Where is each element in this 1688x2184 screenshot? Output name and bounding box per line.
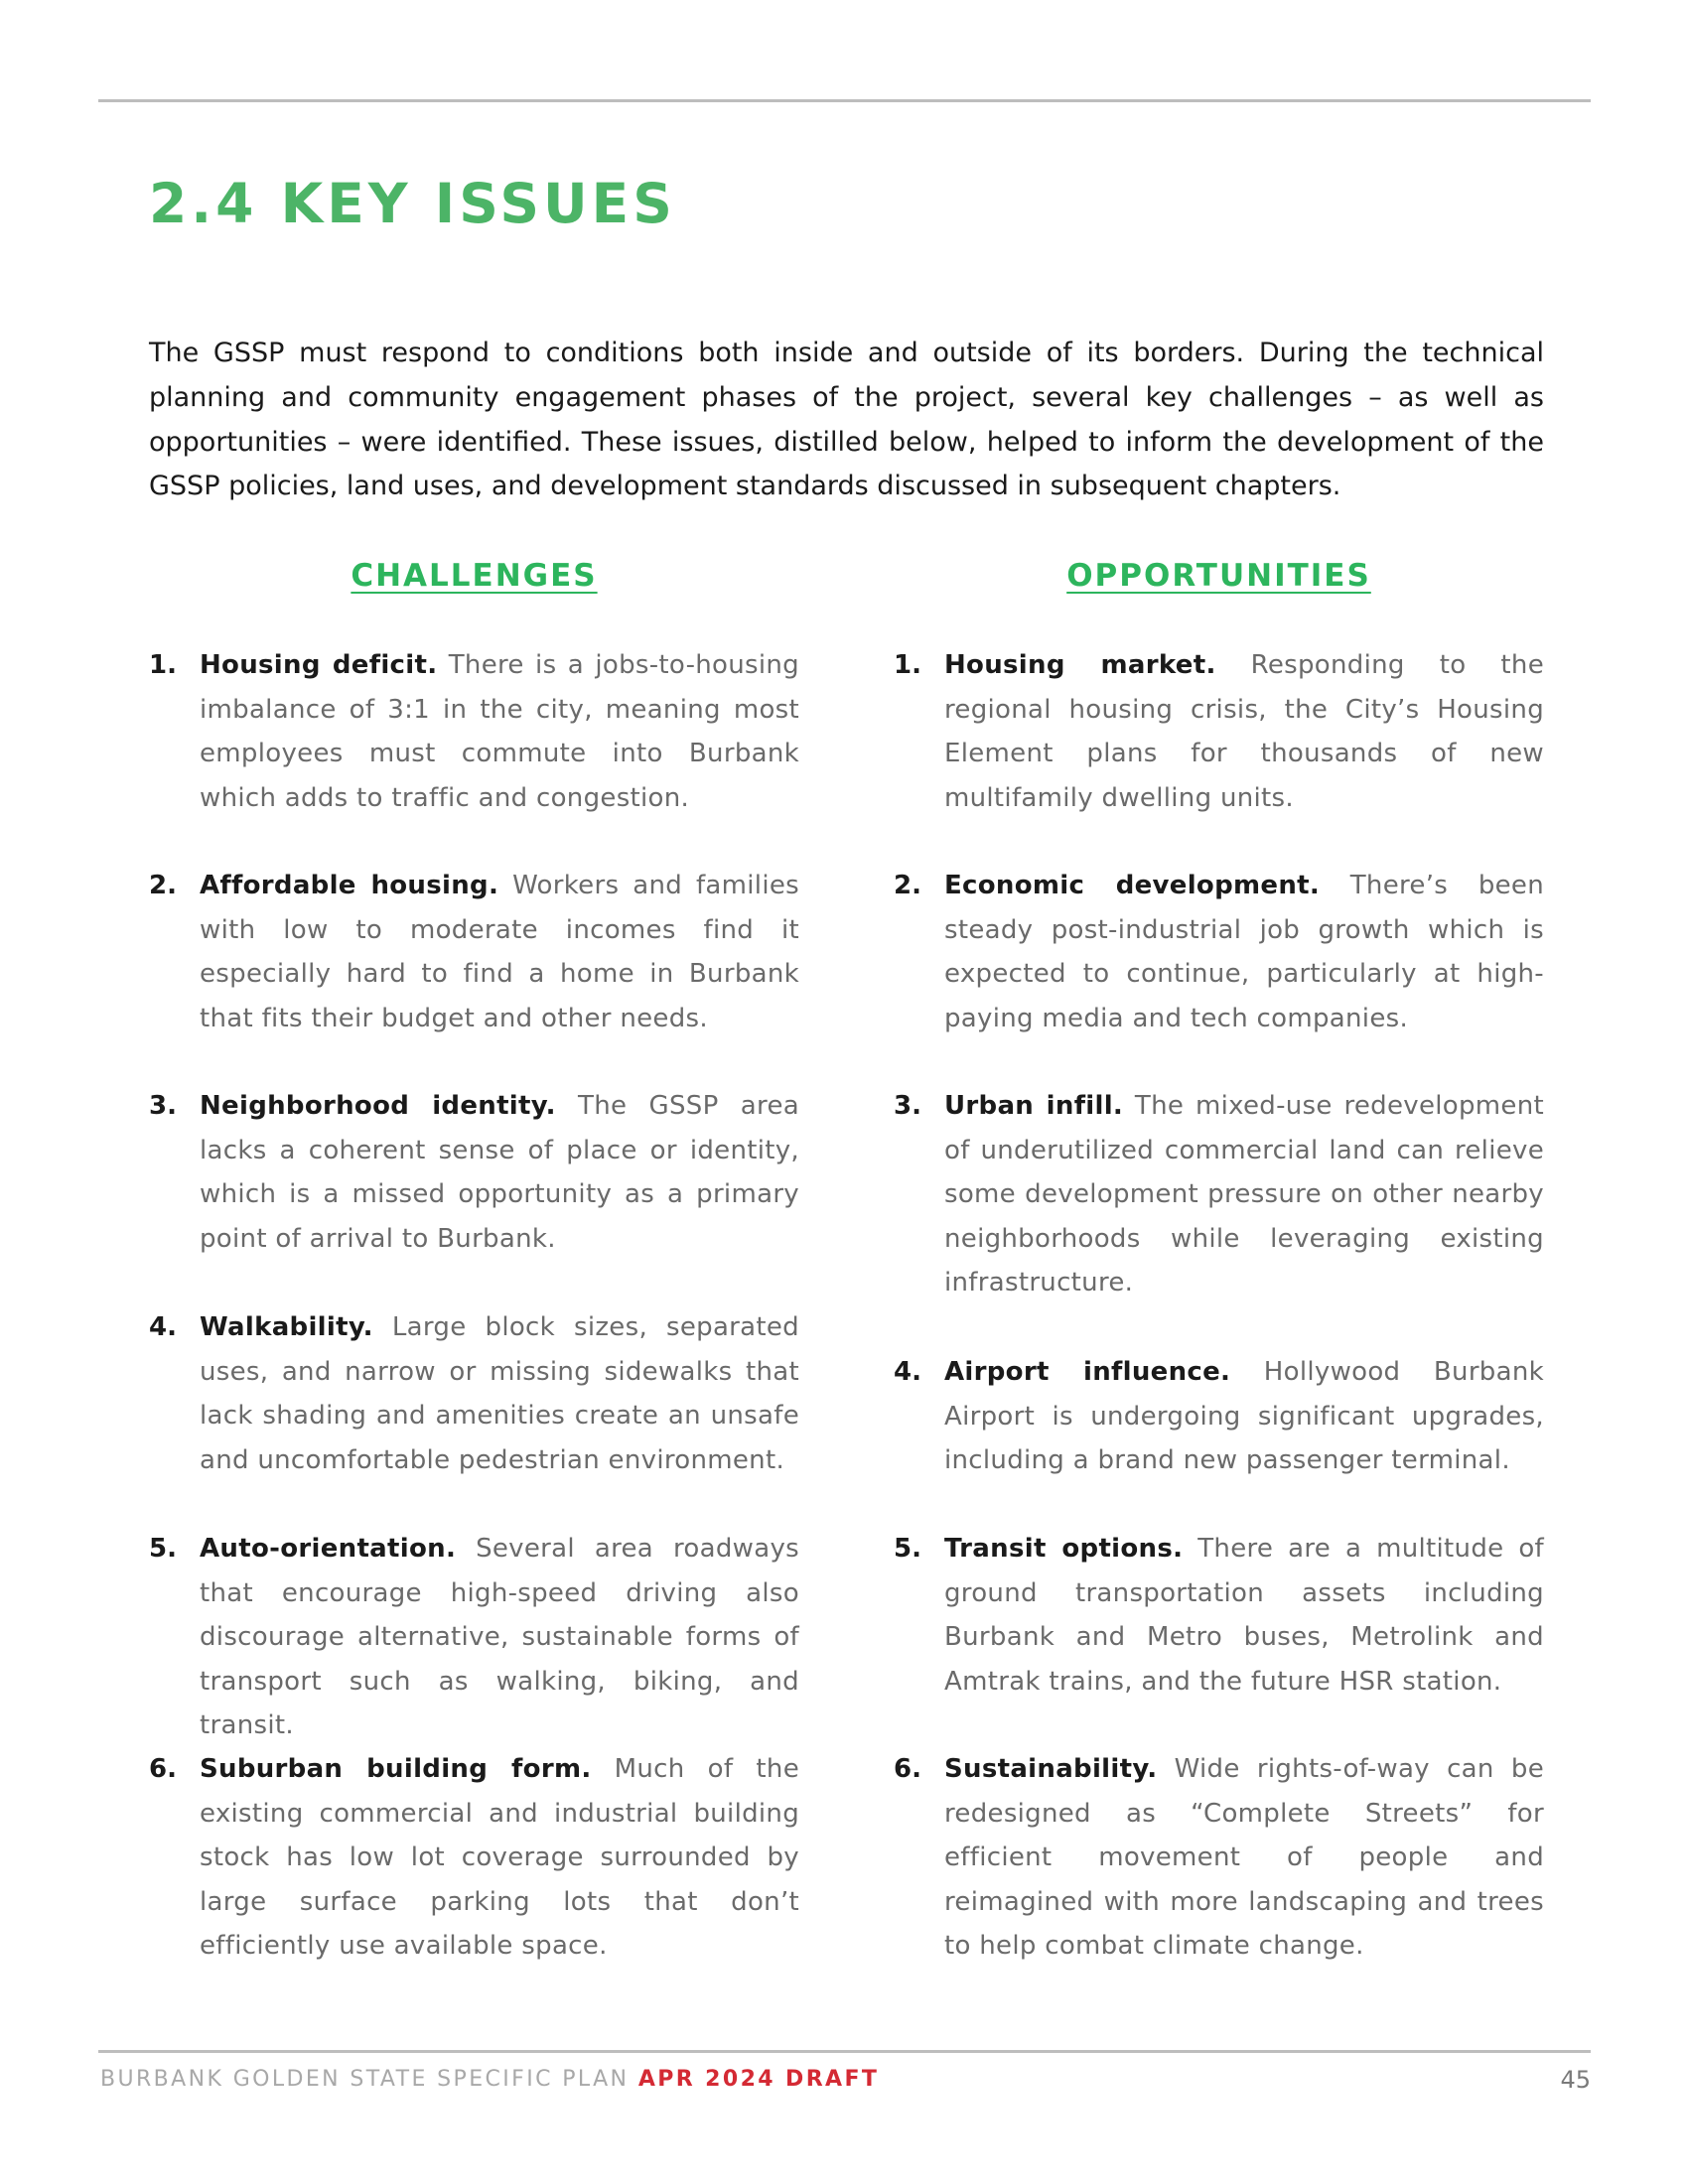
item-body xyxy=(944,1527,1544,1704)
challenge-item xyxy=(149,1084,799,1261)
item-number: 3. xyxy=(149,1091,177,1121)
item-lead: Sustainability. xyxy=(944,1754,1158,1784)
item-text: There are a multitude of ground transportation assets including Burbank and Metro buses, Metrolink and Amtrak trains, and the future HSR station. xyxy=(944,1534,1544,1697)
item-lead: Transit options. xyxy=(944,1534,1184,1564)
item-number: 6. xyxy=(149,1754,177,1784)
item-text: The mixed-use redevelopment of underutilized commercial land can relieve some development pressure on other nearby neighborhoods while leveraging existing infrastructure. xyxy=(944,1091,1544,1298)
item-number: 1. xyxy=(894,650,921,680)
opportunities-heading: OPPORTUNITIES xyxy=(1066,558,1371,594)
item-lead: Housing deficit. xyxy=(200,650,438,680)
item-text: There’s been steady post-industrial job growth which is expected to continue, particularly at high-paying media and tech companies. xyxy=(944,871,1544,1033)
item-body xyxy=(944,643,1544,820)
item-lead: Airport influence. xyxy=(944,1357,1231,1387)
item-text: Much of the existing commercial and industrial building stock has low lot coverage surrounded by large surface parking lots that don’t efficiently use available space. xyxy=(200,1754,799,1962)
item-number: 4. xyxy=(149,1312,177,1342)
item-number: 3. xyxy=(894,1091,921,1121)
opportunity-item xyxy=(894,643,1544,820)
item-text: There is a jobs-to-housing imbalance of 3:1 in the city, meaning most employees must commute into Burbank which adds to traffic and congestion. xyxy=(200,650,799,813)
item-number: 5. xyxy=(149,1534,177,1564)
item-text: Responding to the regional housing crisis, the City’s Housing Element plans for thousands of new multifamily dwelling units. xyxy=(944,650,1544,813)
opportunity-item xyxy=(894,1350,1544,1483)
top-rule xyxy=(98,99,1591,102)
intro-paragraph: The GSSP must respond to conditions both inside and outside of its borders. During the technical planning and community engagement phases of the project, several key challenges – as well as opportunities – were identified. These issues, distilled below, helped to inform the development of the GSSP policies, land uses, and development standards discussed in subsequent chapters. xyxy=(149,338,1544,502)
item-number: 2. xyxy=(149,871,177,900)
challenges-heading: CHALLENGES xyxy=(351,558,598,594)
item-body xyxy=(944,1084,1544,1305)
challenge-item xyxy=(149,1305,799,1482)
item-text: Hollywood Burbank Airport is undergoing significant upgrades, including a brand new passenger terminal. xyxy=(944,1357,1544,1476)
item-lead: Affordable housing. xyxy=(200,871,499,900)
footer-plan-name: BURBANK GOLDEN STATE SPECIFIC PLAN xyxy=(100,2067,630,2092)
item-lead: Urban infill. xyxy=(944,1091,1124,1121)
item-body xyxy=(200,1305,799,1482)
item-body xyxy=(200,1747,799,1969)
item-body xyxy=(200,1527,799,1748)
item-text: Wide rights-of-way can be redesigned as “Complete Streets” for efficient movement of people and reimagined with more landscaping and trees to help combat climate change. xyxy=(944,1754,1544,1962)
item-body xyxy=(944,1350,1544,1483)
item-lead: Economic development. xyxy=(944,871,1321,900)
item-lead: Housing market. xyxy=(944,650,1216,680)
item-text: Several area roadways that encourage high-speed driving also discourage alternative, sustainable forms of transport such as walking, biking, and transit. xyxy=(200,1534,799,1741)
page-number: 45 xyxy=(1560,2066,1591,2094)
footer-plan-title xyxy=(100,2062,879,2098)
item-number: 5. xyxy=(894,1534,921,1564)
item-lead: Walkability. xyxy=(200,1312,373,1342)
item-lead: Suburban building form. xyxy=(200,1754,592,1784)
item-body xyxy=(200,643,799,820)
item-number: 1. xyxy=(149,650,177,680)
footer-draft-label: APR 2024 DRAFT xyxy=(637,2067,880,2092)
item-number: 6. xyxy=(894,1754,921,1784)
opportunity-item xyxy=(894,1747,1544,1969)
item-lead: Neighborhood identity. xyxy=(200,1091,556,1121)
challenge-item xyxy=(149,864,799,1040)
opportunity-item xyxy=(894,1084,1544,1305)
item-lead: Auto-orientation. xyxy=(200,1534,457,1564)
opportunity-item xyxy=(894,1527,1544,1704)
item-number: 2. xyxy=(894,871,921,900)
item-number: 4. xyxy=(894,1357,921,1387)
item-body xyxy=(200,1084,799,1261)
item-body xyxy=(944,864,1544,1040)
challenge-item xyxy=(149,1527,799,1748)
item-body xyxy=(944,1747,1544,1969)
opportunity-item xyxy=(894,864,1544,1040)
challenge-item xyxy=(149,1747,799,1969)
section-heading: 2.4 KEY ISSUES xyxy=(149,172,676,235)
bottom-rule xyxy=(98,2050,1591,2053)
item-body xyxy=(200,864,799,1040)
challenge-item xyxy=(149,643,799,820)
item-text: Workers and families with low to moderate incomes find it especially hard to find a home in Burbank that fits their budget and other needs. xyxy=(200,871,799,1033)
item-text: Large block sizes, separated uses, and narrow or missing sidewalks that lack shading and amenities create an unsafe and uncomfortable pedestrian environment. xyxy=(200,1312,799,1475)
item-text: The GSSP area lacks a coherent sense of place or identity, which is a missed opportunity as a primary point of arrival to Burbank. xyxy=(200,1091,799,1254)
